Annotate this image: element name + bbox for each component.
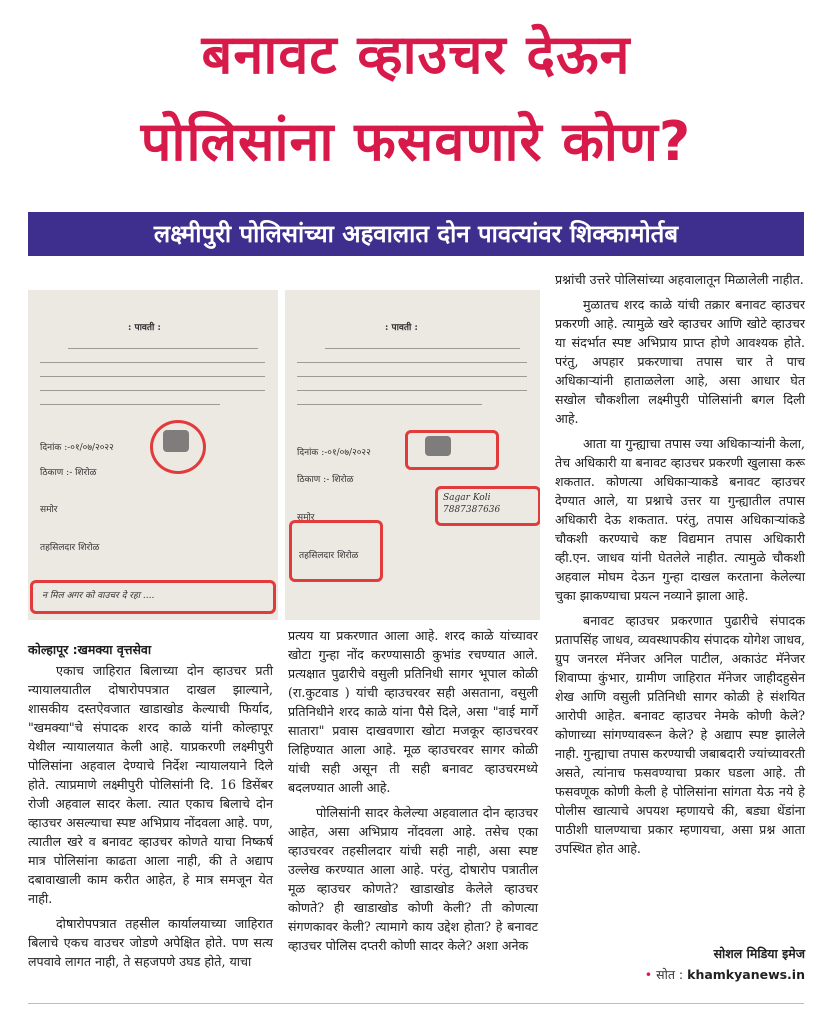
receipt-photo-1 [28, 290, 278, 620]
paragraph: प्रत्यय या प्रकरणात आला आहे. शरद काळे यांच्यावर खोटा गुन्हा नोंद करण्यासाठी कुभांड रचण्यात आले. प्रत्यक्षात पुढारीचे वसुली प्रतिनिधी सागर भूपाल कोळी (रा.कुटवाड ) यांची व्हाउचरवर सही असताना, वसुली प्रतिनिधीने शरद काळे यांना पैसे दिले, असा "वाई मार्गे सातारा" प्रवास दाखवणारा खोटा मजकूर व्हाउचरवर लिहिण्यात आला आहे. मूळ व्हाउचरवर सागर कोळी यांची सही असून ती सही बनावट व्हाउचरमध्ये बदलण्यात आली आहे. [288, 628, 538, 795]
paragraph: बनावट व्हाउचर प्रकरणात पुढारीचे संपादक प्रतापसिंह जाधव, व्यवस्थापकीय संपादक योगेश जाधव, ग्रुप जनरल मॅनेजर अनिल पाटील, अकाउंट मॅनेजर शिवाप्पा कुंभार, ग्रामीण जाहिरात मॅनेजर जाहीदहुसेन शेख आणि वसुली प्रतिनिधी सागर कोळी हे संशयित आरोपी आहेत. बनावट व्हाउचर नेमके कोणी केले? कोणाच्या सांगण्यावरून केले? हे अद्याप स्पष्ट झालेले नाही. गुन्ह्याचा तपास करण्याची जबाबदारी ज्यांच्यावरती असते, त्यांनाच फसवण्याचा प्रकार घडला आहे. ती फसवणूक कोणी केली हे पोलिसांना सांगता येऊ नये हे पोलीस खात्याचे अपयश म्हणायचे की, बड्या धेंडांना पाठीशी घालण्याचा प्रकार म्हणायचा, असा प्रश्न आता उपस्थित होत आहे. [555, 613, 805, 856]
receipt-field: समोर [297, 513, 315, 523]
receipt-heading: : पावती : [385, 323, 418, 333]
paragraph: मुळातच शरद काळे यांची तक्रार बनावट व्हाउचर प्रकरणी आहे. त्यामुळे खरे व्हाउचर आणि खोटे व्हाउचर या संदर्भात स्पष्ट अभिप्राय प्राप्त होणे आवश्यक होते. परंतु, अपहार प्रकरणाचा तपास चार ते पाच अधिकाऱ्यांनी हाताळलेला आहे, असा आधार घेत सखोल चौकशीला लक्ष्मीपुरी पोलिसांनी बगल दिली आहे. [555, 297, 805, 426]
paragraph: प्रश्नांची उत्तरे पोलिसांच्या अहवालातून मिळालेली नाहीत. [555, 272, 804, 287]
receipt-place: ठिकाण :- शिरोळ [40, 468, 97, 478]
headline-line-2: पोलिसांना फसवणारे कोण? [140, 110, 692, 173]
source-line [555, 966, 805, 983]
paragraph: दोषारोपपत्रात तहसील कार्यालयाच्या जाहिरात बिलाचे एकच वाउचर जोडणे अपेक्षित होते. पण सत्य लपवावे लागत नाही, ते सहजपणे उघड होते, याचा [28, 916, 273, 969]
receipt-officer: तहसिलदार शिरोळ [40, 543, 100, 553]
article-column-2 [288, 626, 538, 961]
signature-mark [425, 436, 451, 456]
article-column-3 [555, 270, 805, 864]
receipt-officer: तहसिलदार शिरोळ [299, 551, 359, 561]
headline-line-1: बनावट व्हाउचर देऊन [201, 23, 631, 86]
receipt-place: ठिकाण :- शिरोळ [297, 475, 354, 485]
receipt-date: दिनांक :-०१/०७/२०२२ [40, 443, 114, 453]
source-label: सोत : [656, 967, 684, 982]
handwritten-note: Sagar Koli 7887387636 [443, 493, 501, 515]
paragraph: आता या गुन्ह्याचा तपास ज्या अधिकाऱ्यांनी केला, तेच अधिकारी या बनावट व्हाउचर प्रकरणी खुलासा करू शकतात. कोणत्या अधिकाऱ्याकडे बनावट व्हाउचर देण्यात आले, या प्रश्नाचे उत्तर या गुन्ह्यातील तपास अधिकारी देऊ शकतात. परंतु, तपास अधिकाऱ्यांकडे चौकशी करण्याचे कष्ट विद्यमान तपास अधिकारी व्ही.एन. जाधव यांनी घेतलेले नाहीत. त्यामुळे चौकशी अहवाल मोघम देऊन गुन्हा दाखल करताना केलेल्या चुका झाकण्याचा प्रयत्न नव्याने झाला आहे. [555, 436, 805, 603]
handwritten-note: न मिल अगर को वाउचर दे रहा .... [42, 591, 155, 601]
highlight-circle [150, 420, 206, 474]
receipt-date: दिनांक :-०१/०७/२०२२ [297, 448, 371, 458]
image-caption: सोशल मिडिया इमेज [713, 946, 805, 961]
receipt-field: समोर [40, 505, 58, 515]
bullet-icon: • [644, 967, 653, 982]
bottom-divider [28, 1003, 804, 1004]
receipt-photo-2 [285, 290, 540, 620]
paragraph: पोलिसांनी सादर केलेल्या अहवालात दोन व्हाउचर आहेत, असा अभिप्राय नोंदवला आहे. तसेच एका व्हाउचरवर तहसीलदार यांची सही नाही, असा स्पष्ट उल्लेख करण्यात आला आहे. परंतु, दोषारोप पत्रातील मूळ व्हाउचर कोणते? खाडाखोड केलेले व्हाउचर कोणते? ही खाडाखोड कोणी केली? ती कोणत्या संगणकावर केली? त्यामागे काय उद्देश होता? हे बनावट व्हाउचर पोलिस दप्तरी कोणी सादर केले? अशा अनेक [288, 805, 538, 953]
paragraph: एकाच जाहिरात बिलाच्या दोन व्हाउचर प्रती न्यायालयातील दोषारोपपत्रात दाखल झाल्याने, शासकीय दस्तऐवजात खाडाखोड केल्याची फिर्याद, "खमक्या"चे संपादक शरद काळे यांनी कोल्हापूर येथील न्यायालयात केली आहे. याप्रकरणी लक्ष्मीपुरी पोलिसांना अहवाल देण्याचे निर्देश न्यायालयाने दिले होते. त्याप्रमाणे लक्ष्मीपुरी पोलिसांनी दि. 16 डिसेंबर रोजी अहवाल सादर केला. त्यात एकाच बिलाचे दोन व्हाउचर असल्याचा स्पष्ट अभिप्राय नोंदवला आहे. पण, त्यातील खरे व बनावट व्हाउचर कोणते याचा निष्कर्ष मात्र पोलिसांना काढता आला नाही, की ते अद्याप दबावाखाली काम करीत आहेत, हे मात्र समजून येत नाही. [28, 663, 273, 906]
source-link[interactable]: khamkyanews.in [687, 967, 805, 982]
article-column-1 [28, 640, 273, 977]
dateline: कोल्हापूर :खमक्या वृत्तसेवा [28, 642, 152, 657]
receipt-heading: : पावती : [128, 323, 161, 333]
highlight-box [405, 430, 499, 470]
subheadline-band: लक्ष्मीपुरी पोलिसांच्या अहवालात दोन पावत्यांवर शिक्कामोर्तब [28, 212, 804, 256]
